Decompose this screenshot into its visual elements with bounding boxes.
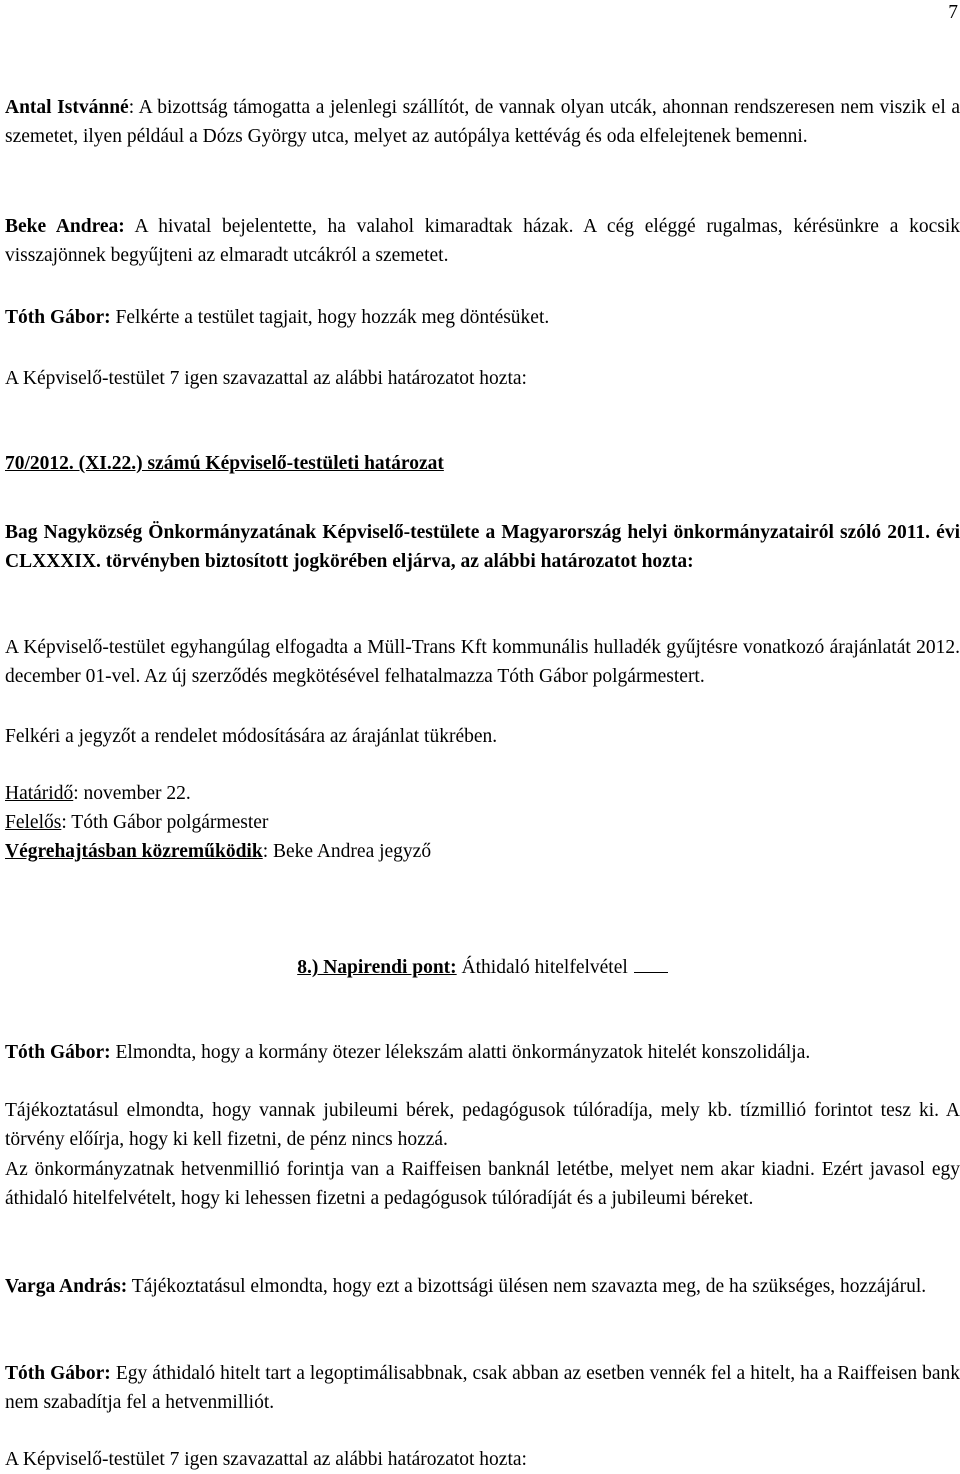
executor-line (5, 837, 960, 866)
speaker-name: Beke Andrea: (5, 216, 125, 237)
speaker-name: Antal Istvánné (5, 97, 129, 118)
responsible-value: : Tóth Gábor polgármester (61, 812, 269, 833)
agenda-title: Áthidaló hitelfelvétel (456, 957, 628, 978)
speaker-name: Tóth Gábor: (5, 1363, 111, 1384)
responsible-line (5, 808, 960, 837)
deadline-label: Határidő (5, 783, 74, 804)
paragraph-text: Felkérte a testület tagjait, hogy hozzák meg döntésüket. (110, 307, 550, 328)
paragraph-text: : A bizottság támogatta a jelenlegi szállítót, de vannak olyan utcák, ahonnan rendszeresen nem viszik el a szemetet, ilyen például a Dózs György utca, melyet az autópálya kettévág és oda elfelejtenek bemenni. (5, 97, 960, 148)
page-number: 7 (948, 2, 958, 23)
vote-statement: A Képviselő-testület 7 igen szavazattal az alábbi határozatot hozta: (5, 368, 527, 389)
paragraph-toth-2b: Tájékoztatásul elmondta, hogy vannak jubileumi bérek, pedagógusok túlóradíja, mely kb. tízmillió forintot tesz ki. A törvény előírja, hogy ki kell fizetni, de pénz nincs hozzá. (5, 1100, 960, 1151)
speaker-name: Tóth Gábor: (5, 307, 111, 328)
paragraph-toth-2c: Az önkormányzatnak hetvenmillió forintja van a Raiffeisen banknál letétbe, melyet nem akar kiadni. Ezért javasol egy áthidaló hitelfelvételt, hogy ki lehessen fizetni a pedagógusok túlóradíját és a jubileumi béreket. (5, 1159, 960, 1210)
resolution-body: A Képviselő-testület egyhangúlag elfogadta a Müll-Trans Kft kommunális hulladék gyűjtésre vonatkozó árajánlatát 2012. december 01-vel. Az új szerződés megkötésével felhatalmazza Tóth Gábor polgármestert. (5, 637, 960, 688)
paragraph-text: Elmondta, hogy a kormány ötezer lélekszám alatti önkormányzatok hitelét konszolidálja. (110, 1042, 811, 1063)
paragraph-toth-1 (5, 303, 960, 332)
deadline-value: : november 22. (73, 783, 191, 804)
paragraph-varga (5, 1272, 960, 1301)
vote-statement-2: A Képviselő-testület 7 igen szavazattal az alábbi határozatot hozta: (5, 1449, 527, 1470)
paragraph-beke (5, 212, 960, 271)
paragraph-text: Egy áthidaló hitelt tart a legoptimálisabbnak, csak abban az esetben vennék fel a hitelt, ha a Raiffeisen bank nem szabadítja fel a hetvenmilliót. (5, 1363, 960, 1414)
executor-label: Végrehajtásban közreműködik (5, 841, 263, 862)
paragraph-text: A hivatal bejelentette, ha valahol kimaradtak házak. A cég eléggé rugalmas, kérésünkre a kocsik visszajönnek begyűjteni az elmaradt utcákról a szemetet. (5, 216, 960, 267)
speaker-name: Varga András: (5, 1276, 128, 1297)
deadline-line (5, 779, 960, 808)
agenda-heading (5, 953, 960, 982)
blank-line (634, 954, 668, 973)
resolution-intro: Bag Nagyközség Önkormányzatának Képviselő-testülete a Magyarország helyi önkormányzatairól szóló 2011. évi CLXXXIX. törvényben biztosított jogkörében eljárva, az alábbi határozatot hozta: (5, 522, 960, 573)
paragraph-text: Tájékoztatásul elmondta, hogy ezt a bizottsági ülésen nem szavazta meg, de ha szükséges, hozzájárul. (127, 1276, 927, 1297)
paragraph-toth-2 (5, 1038, 960, 1067)
paragraph-toth-3 (5, 1359, 960, 1418)
responsible-label: Felelős (5, 812, 62, 833)
agenda-number: 8.) Napirendi pont: (297, 957, 457, 978)
executor-value: : Beke Andrea jegyző (262, 841, 432, 862)
paragraph-antal (5, 93, 960, 152)
resolution-body-2: Felkéri a jegyzőt a rendelet módosítására az árajánlat tükrében. (5, 726, 498, 747)
resolution-title: 70/2012. (XI.22.) számú Képviselő-testületi határozat (5, 453, 444, 474)
speaker-name: Tóth Gábor: (5, 1042, 111, 1063)
